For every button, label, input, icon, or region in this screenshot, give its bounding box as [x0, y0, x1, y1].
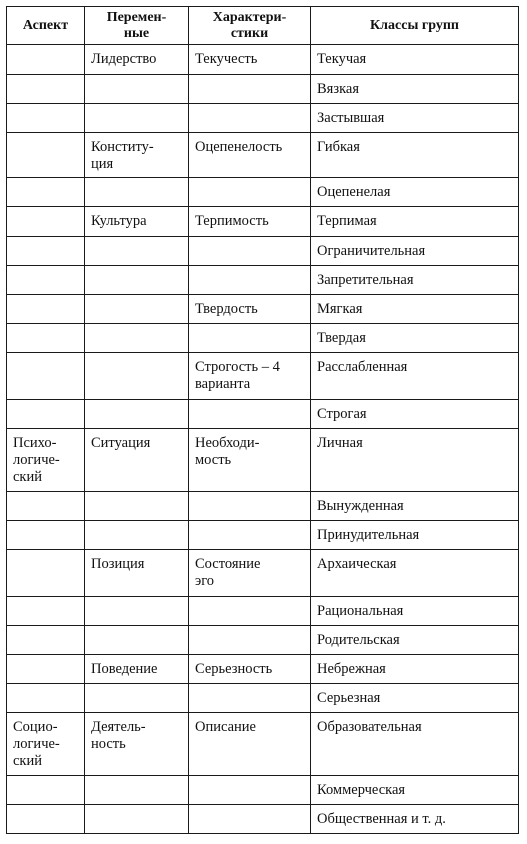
cell-aspect — [7, 104, 85, 133]
cell-group-class: Коммерческая — [311, 776, 519, 805]
cell-group-class: Ограничительная — [311, 237, 519, 266]
cell-variable — [85, 492, 189, 521]
table-row — [7, 237, 519, 266]
cell-characteristic: Терпимость — [189, 207, 311, 237]
cell-variable — [85, 295, 189, 324]
cell-variable — [85, 324, 189, 353]
cell-group-class: Оцепенелая — [311, 178, 519, 207]
table-row — [7, 550, 519, 597]
cell-variable — [85, 776, 189, 805]
cell-variable: Конститу- ция — [85, 133, 189, 178]
cell-aspect — [7, 492, 85, 521]
cell-aspect — [7, 776, 85, 805]
table-row — [7, 597, 519, 626]
cell-variable — [85, 178, 189, 207]
cell-aspect — [7, 266, 85, 295]
cell-variable — [85, 266, 189, 295]
cell-group-class: Мягкая — [311, 295, 519, 324]
cell-characteristic: Серьезность — [189, 655, 311, 684]
cell-group-class: Рациональная — [311, 597, 519, 626]
table-row — [7, 400, 519, 429]
table-row — [7, 429, 519, 492]
cell-group-class: Личная — [311, 429, 519, 492]
cell-group-class: Гибкая — [311, 133, 519, 178]
cell-aspect — [7, 237, 85, 266]
cell-aspect — [7, 400, 85, 429]
cell-variable — [85, 104, 189, 133]
cell-characteristic — [189, 626, 311, 655]
cell-variable — [85, 400, 189, 429]
cell-aspect: Социо- логиче- ский — [7, 713, 85, 776]
cell-aspect — [7, 684, 85, 713]
cell-variable — [85, 626, 189, 655]
cell-group-class: Расслабленная — [311, 353, 519, 400]
table-row — [7, 626, 519, 655]
cell-aspect — [7, 655, 85, 684]
cell-characteristic: Твердость — [189, 295, 311, 324]
table-row — [7, 353, 519, 400]
cell-characteristic — [189, 400, 311, 429]
cell-aspect — [7, 805, 85, 834]
cell-group-class: Общественная и т. д. — [311, 805, 519, 834]
cell-aspect — [7, 597, 85, 626]
cell-characteristic — [189, 75, 311, 104]
cell-aspect: Психо- логиче- ский — [7, 429, 85, 492]
cell-characteristic: Текучесть — [189, 45, 311, 75]
table-row — [7, 805, 519, 834]
table-row — [7, 324, 519, 353]
table-row — [7, 207, 519, 237]
header-aspect: Аспект — [7, 7, 85, 45]
table-row — [7, 104, 519, 133]
cell-characteristic — [189, 237, 311, 266]
cell-group-class: Запретительная — [311, 266, 519, 295]
cell-group-class: Родительская — [311, 626, 519, 655]
cell-variable: Культура — [85, 207, 189, 237]
table-row — [7, 266, 519, 295]
cell-characteristic: Оцепенелость — [189, 133, 311, 178]
cell-characteristic — [189, 178, 311, 207]
cell-characteristic — [189, 266, 311, 295]
cell-group-class: Застывшая — [311, 104, 519, 133]
table-row — [7, 178, 519, 207]
cell-group-class: Серьезная — [311, 684, 519, 713]
cell-characteristic — [189, 104, 311, 133]
cell-aspect — [7, 626, 85, 655]
cell-aspect — [7, 521, 85, 550]
cell-group-class: Небрежная — [311, 655, 519, 684]
group-classification-table — [6, 6, 519, 834]
cell-group-class: Образовательная — [311, 713, 519, 776]
cell-group-class: Строгая — [311, 400, 519, 429]
header-variable: Перемен- ные — [85, 7, 189, 45]
cell-group-class: Вязкая — [311, 75, 519, 104]
cell-characteristic: Описание — [189, 713, 311, 776]
header-row — [7, 7, 519, 45]
cell-variable — [85, 805, 189, 834]
cell-group-class: Терпимая — [311, 207, 519, 237]
cell-aspect — [7, 178, 85, 207]
table-row — [7, 521, 519, 550]
cell-variable: Позиция — [85, 550, 189, 597]
table-row — [7, 492, 519, 521]
table-row — [7, 45, 519, 75]
cell-aspect — [7, 75, 85, 104]
cell-characteristic: Необходи- мость — [189, 429, 311, 492]
cell-aspect — [7, 45, 85, 75]
cell-characteristic: Строгость – 4 варианта — [189, 353, 311, 400]
cell-group-class: Твердая — [311, 324, 519, 353]
table-row — [7, 133, 519, 178]
cell-variable: Ситуация — [85, 429, 189, 492]
cell-variable — [85, 237, 189, 266]
cell-variable: Лидерство — [85, 45, 189, 75]
cell-variable — [85, 597, 189, 626]
cell-characteristic — [189, 597, 311, 626]
cell-variable: Деятель- ность — [85, 713, 189, 776]
cell-aspect — [7, 353, 85, 400]
cell-characteristic — [189, 805, 311, 834]
cell-characteristic: Состояние эго — [189, 550, 311, 597]
table-row — [7, 75, 519, 104]
table-row — [7, 655, 519, 684]
cell-characteristic — [189, 492, 311, 521]
header-group-class: Классы групп — [311, 7, 519, 45]
cell-variable — [85, 521, 189, 550]
cell-variable — [85, 75, 189, 104]
table-row — [7, 684, 519, 713]
header-characteristic: Характери- стики — [189, 7, 311, 45]
cell-aspect — [7, 550, 85, 597]
cell-group-class: Вынужденная — [311, 492, 519, 521]
table-row — [7, 713, 519, 776]
cell-characteristic — [189, 776, 311, 805]
cell-variable — [85, 353, 189, 400]
cell-group-class: Текучая — [311, 45, 519, 75]
cell-variable — [85, 684, 189, 713]
cell-characteristic — [189, 521, 311, 550]
cell-variable: Поведение — [85, 655, 189, 684]
cell-aspect — [7, 207, 85, 237]
cell-group-class: Архаическая — [311, 550, 519, 597]
cell-group-class: Принудительная — [311, 521, 519, 550]
cell-aspect — [7, 324, 85, 353]
cell-characteristic — [189, 324, 311, 353]
table-row — [7, 295, 519, 324]
cell-aspect — [7, 133, 85, 178]
cell-aspect — [7, 295, 85, 324]
cell-characteristic — [189, 684, 311, 713]
table-row — [7, 776, 519, 805]
